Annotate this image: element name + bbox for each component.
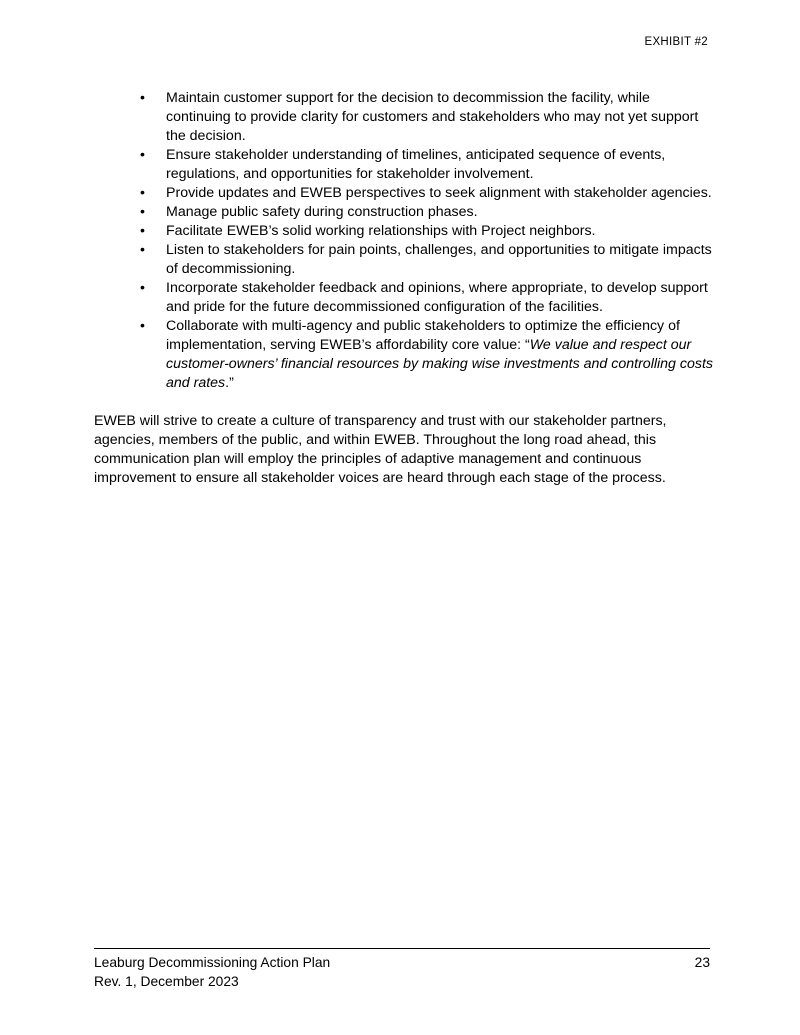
bullet-text: Listen to stakeholders for pain points, challenges, and opportunities to mitigate impacts of decommissioning.	[166, 242, 712, 277]
footer-title: Leaburg Decommissioning Action Plan	[94, 955, 331, 970]
bullet-item	[94, 317, 714, 393]
bullet-text: Collaborate with multi-agency and public stakeholders to optimize the efficiency of implementation, serving EWEB’s affordability core value: “	[166, 318, 680, 353]
page-footer	[94, 948, 710, 991]
bullet-text: Facilitate EWEB’s solid working relationships with Project neighbors.	[166, 223, 596, 239]
exhibit-label: EXHIBIT #2	[644, 36, 708, 48]
bullet-text: Incorporate stakeholder feedback and opinions, where appropriate, to develop support and pride for the future decommissioned configuration of the facilities.	[166, 280, 708, 315]
bullet-item	[94, 184, 714, 203]
page-content	[94, 89, 714, 488]
bullet-item	[94, 241, 714, 279]
closing-paragraph: EWEB will strive to create a culture of transparency and trust with our stakeholder partners, agencies, members of the public, and within EWEB. Throughout the long road ahead, this communication plan will employ the principles of adaptive management and continuous improvement to ensure all stakeholder voices are heard through each stage of the process.	[94, 413, 667, 486]
bullet-text: .”	[225, 375, 234, 391]
footer-left	[94, 953, 330, 991]
bullet-text-italic: We value and respect our customer-owners’ financial resources by making wise investments and controlling costs and rates	[166, 337, 713, 391]
page-number: 23	[694, 955, 710, 970]
bullet-item	[94, 222, 714, 241]
bullet-list	[94, 89, 714, 393]
bullet-item	[94, 203, 714, 222]
bullet-text: Maintain customer support for the decision to decommission the facility, while continuing to provide clarity for customers and stakeholders who may not yet support the decision.	[166, 90, 699, 144]
bullet-text: Manage public safety during construction phases.	[166, 204, 478, 220]
bullet-text: Ensure stakeholder understanding of timelines, anticipated sequence of events, regulations, and opportunities for stakeholder involvement.	[166, 147, 666, 182]
footer-revision: Rev. 1, December 2023	[94, 974, 239, 989]
bullet-item	[94, 89, 714, 146]
bullet-item	[94, 279, 714, 317]
bullet-item	[94, 146, 714, 184]
bullet-text: Provide updates and EWEB perspectives to seek alignment with stakeholder agencies.	[166, 185, 712, 201]
